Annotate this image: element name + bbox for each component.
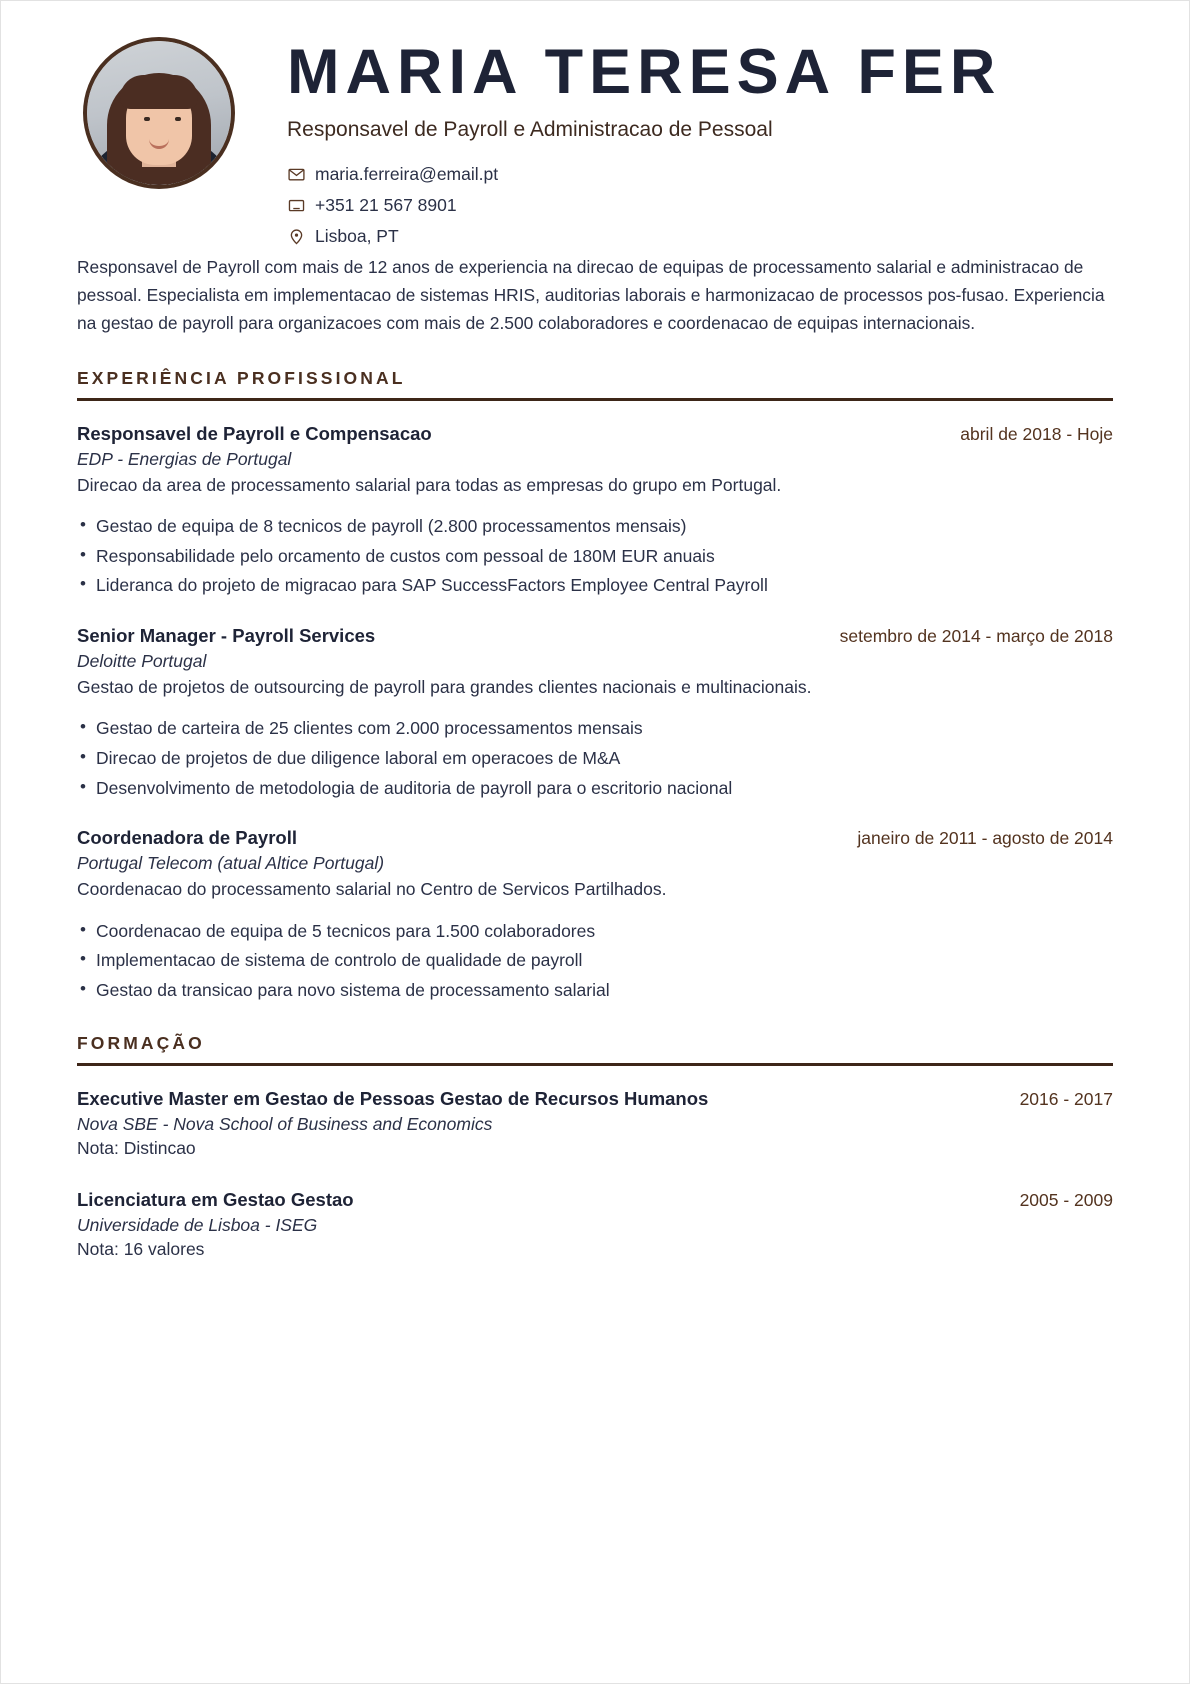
experience-organization: Deloitte Portugal (77, 651, 207, 671)
education-entry (77, 1088, 1113, 1159)
education-entry (77, 1189, 1113, 1260)
professional-summary: Responsavel de Payroll com mais de 12 anos de experiencia na direcao de equipas de processamento salarial e administracao de pessoal. Especialista em implementacao de sistemas HRIS, auditorias laborais e harmonizacao de processos pos-fusao. Experiencia na gestao de payroll para organizacoes com mais de 2.500 colaboradores e coordenacao de equipas internacionais. (77, 256, 1105, 334)
experience-dates: abril de 2018 - Hoje (960, 423, 1113, 444)
contact-list (287, 164, 1113, 247)
section-title-experience: EXPERIÊNCIA PROFISSIONAL (77, 367, 406, 388)
section-education (77, 1033, 1113, 1260)
experience-title: Responsavel de Payroll e Compensacao (77, 422, 432, 444)
list-item: • Gestao de equipa de 8 tecnicos de payroll (2.800 processamentos mensais) (77, 513, 1113, 540)
phone-icon (287, 196, 306, 215)
experience-title: Senior Manager - Payroll Services (77, 625, 376, 646)
contact-email-value: maria.ferreira@email.pt (315, 163, 499, 184)
avatar-image (87, 41, 231, 185)
list-item: • Coordenacao de equipa de 5 tecnicos para 1.500 colaboradores (77, 918, 1113, 945)
resume-content (1, 1, 1189, 1683)
contact-location-value: Lisboa, PT (315, 225, 399, 246)
experience-entry (77, 625, 1113, 801)
section-divider (77, 398, 1113, 401)
education-grade: Nota: Distincao (77, 1138, 196, 1159)
education-grade: Nota: 16 valores (77, 1239, 205, 1260)
experience-title: Coordenadora de Payroll (77, 827, 297, 849)
resume-header (77, 29, 1113, 247)
experience-description: Direcao da area de processamento salarial para todas as empresas do grupo em Portugal. (77, 474, 782, 495)
list-item: • Responsabilidade pelo orcamento de custos com pessoal de 180M EUR anuais (77, 543, 1113, 570)
contact-location[interactable] (287, 226, 1113, 247)
envelope-icon (287, 165, 306, 184)
education-institution: Nova SBE - Nova School of Business and Economics (77, 1114, 493, 1135)
list-item: • Lideranca do projeto de migracao para SAP SuccessFactors Employee Central Payroll (77, 572, 1113, 599)
list-item: • Gestao de carteira de 25 clientes com 2.000 processamentos mensais (77, 715, 1113, 742)
header-text-block (235, 29, 1113, 247)
experience-entry (77, 827, 1113, 1003)
list-item: • Direcao de projetos de due diligence laboral em operacoes de M&A (77, 745, 1113, 772)
education-title: Licenciatura em Gestao Gestao (77, 1189, 354, 1211)
experience-bullet-list (77, 918, 1113, 1004)
contact-phone[interactable] (287, 195, 1113, 216)
list-item: • Desenvolvimento de metodologia de auditoria de payroll para o escritorio nacional (77, 775, 1113, 802)
experience-bullet-list (77, 513, 1113, 599)
page-title: MARIA TERESA FER (287, 37, 1002, 107)
contact-email[interactable] (287, 164, 1113, 185)
section-title-education: FORMAÇÃO (77, 1033, 205, 1054)
section-divider (77, 1063, 1113, 1066)
education-institution: Universidade de Lisboa - ISEG (77, 1215, 318, 1236)
experience-dates: janeiro de 2011 - agosto de 2014 (857, 828, 1113, 849)
experience-organization: Portugal Telecom (atual Altice Portugal) (77, 853, 385, 874)
education-dates: 2005 - 2009 (1019, 1190, 1113, 1211)
experience-dates: setembro de 2014 - março de 2018 (839, 626, 1113, 646)
experience-bullet-list (77, 715, 1113, 801)
experience-entry (77, 423, 1113, 599)
experience-description: Gestao de projetos de outsourcing de payroll para grandes clientes nacionais e multinacionais. (77, 677, 812, 697)
education-dates: 2016 - 2017 (1019, 1089, 1113, 1110)
section-experience (77, 368, 1113, 1003)
experience-organization: EDP - Energias de Portugal (77, 448, 292, 469)
experience-description: Coordenacao do processamento salarial no Centro de Servicos Partilhados. (77, 879, 667, 900)
contact-phone-value: +351 21 567 8901 (315, 194, 457, 215)
job-role-subtitle: Responsavel de Payroll e Administracao de Pessoal (287, 117, 773, 141)
list-item: • Implementacao de sistema de controlo de qualidade de payroll (77, 947, 1113, 974)
education-title: Executive Master em Gestao de Pessoas Gestao de Recursos Humanos (77, 1088, 709, 1110)
list-item: • Gestao da transicao para novo sistema de processamento salarial (77, 977, 1113, 1004)
location-pin-icon (287, 227, 306, 246)
avatar (83, 37, 235, 189)
